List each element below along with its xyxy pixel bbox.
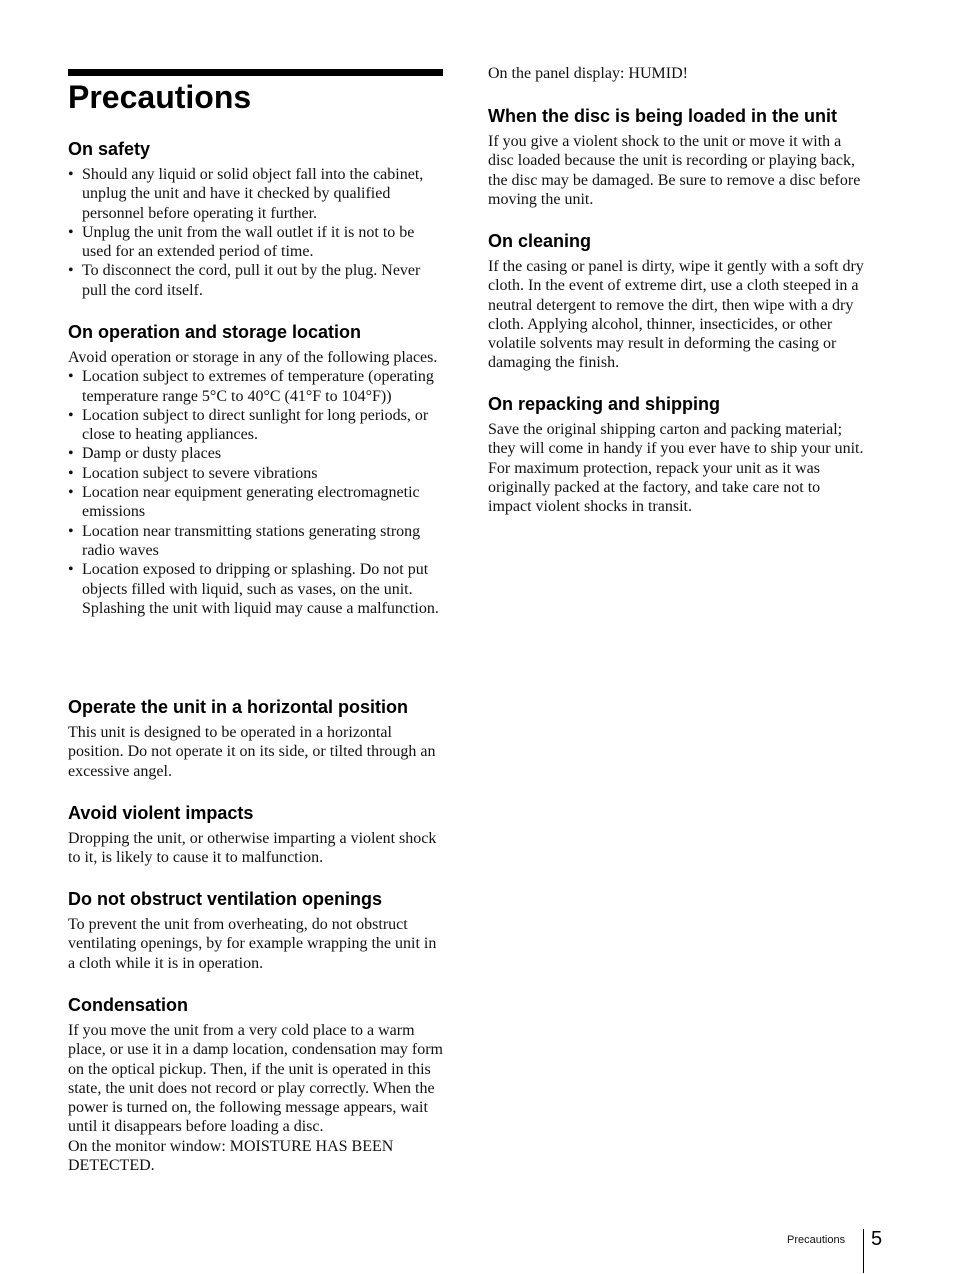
monitor-message: On the monitor window: MOISTURE HAS BEEN DETECTED. bbox=[68, 1137, 394, 1175]
section-body: Save the original shipping carton and packing material; they will come in handy if you ever have to ship your unit. For maximum protection, repack your unit as it was originally packed at the factory, and take care not to impact violent shocks in transit. bbox=[488, 421, 864, 516]
section-horizontal-position bbox=[68, 697, 443, 781]
section-on-safety bbox=[68, 139, 443, 300]
section-body: Dropping the unit, or otherwise imparting a violent shock to it, is likely to cause it to malfunction. bbox=[68, 830, 437, 867]
list-item: • Location subject to extremes of temperature (operating temperature range 5°C to 40°C (41°F to 104°F)) bbox=[68, 367, 443, 406]
section-heading: Operate the unit in a horizontal position bbox=[68, 697, 409, 717]
section-cleaning bbox=[488, 231, 864, 373]
section-body: This unit is designed to be operated in a horizontal position. Do not operate it on its side, or tilted through an excessive angel. bbox=[68, 724, 436, 780]
section-heading: On safety bbox=[68, 139, 151, 159]
list-item: • Location subject to direct sunlight for long periods, or close to heating appliances. bbox=[68, 406, 443, 445]
title-rule bbox=[68, 69, 443, 76]
section-intro: Avoid operation or storage in any of the following places. bbox=[68, 349, 438, 366]
section-condensation bbox=[68, 995, 443, 1175]
panel-message: On the panel display: HUMID! bbox=[488, 65, 688, 82]
section-heading: On operation and storage location bbox=[68, 322, 362, 342]
page-number: 5 bbox=[871, 1228, 883, 1250]
section-repacking bbox=[488, 394, 864, 516]
section-heading: Condensation bbox=[68, 995, 188, 1015]
list-item: • Location subject to severe vibrations bbox=[68, 464, 443, 483]
list-item: • Location near equipment generating electromagnetic emissions bbox=[68, 483, 443, 522]
section-violent-impacts bbox=[68, 803, 443, 868]
section-heading: On repacking and shipping bbox=[488, 394, 721, 414]
footer-section-label: Precautions bbox=[787, 1234, 846, 1246]
section-body: If you give a violent shock to the unit or move it with a disc loaded because the unit is recording or playing back, the disc may be damaged. Be sure to remove a disc before moving the unit. bbox=[488, 133, 861, 208]
section-disc-loaded bbox=[488, 106, 864, 209]
section-body: If the casing or panel is dirty, wipe it gently with a soft dry cloth. In the event of extreme dirt, use a cloth steeped in a neutral detergent to remove the dirt, then wipe with a dry cloth. Applying alcohol, thinner, insecticides, or other volatile solvents may result in deforming the casing or damaging the finish. bbox=[488, 258, 864, 372]
section-heading: On cleaning bbox=[488, 231, 592, 251]
list-item: • Unplug the unit from the wall outlet if it is not to be used for an extended period of time. bbox=[68, 223, 443, 262]
section-body: To prevent the unit from overheating, do not obstruct ventilating openings, by for example wrapping the unit in a cloth while it is in operation. bbox=[68, 916, 437, 972]
safety-list bbox=[68, 165, 443, 300]
list-item: • To disconnect the cord, pull it out by the plug. Never pull the cord itself. bbox=[68, 261, 443, 300]
footer-divider bbox=[863, 1229, 864, 1273]
section-heading: Avoid violent impacts bbox=[68, 803, 254, 823]
section-heading: When the disc is being loaded in the unit bbox=[488, 106, 838, 126]
list-item: • Damp or dusty places bbox=[68, 444, 443, 463]
list-item: • Location exposed to dripping or splashing. Do not put objects filled with liquid, such as vases, on the unit. Splashing the unit with liquid may cause a malfunction. bbox=[68, 560, 443, 618]
section-body: If you move the unit from a very cold place to a warm place, or use it in a damp location, condensation may form on the optical pickup. Then, if the unit is operated in this state, the unit does not record or play correctly. When the power is turned on, the following message appears, wait until it disappears before loading a disc. bbox=[68, 1022, 443, 1136]
panel-display-note bbox=[488, 64, 864, 83]
section-heading: Do not obstruct ventilation openings bbox=[68, 889, 382, 909]
section-ventilation bbox=[68, 889, 443, 973]
location-list bbox=[68, 367, 443, 618]
list-item: • Location near transmitting stations generating strong radio waves bbox=[68, 522, 443, 561]
list-item: • Should any liquid or solid object fall into the cabinet, unplug the unit and have it checked by qualified personnel before operating it further. bbox=[68, 165, 443, 223]
page-title: Precautions bbox=[68, 79, 252, 115]
section-operation-storage bbox=[68, 322, 443, 618]
